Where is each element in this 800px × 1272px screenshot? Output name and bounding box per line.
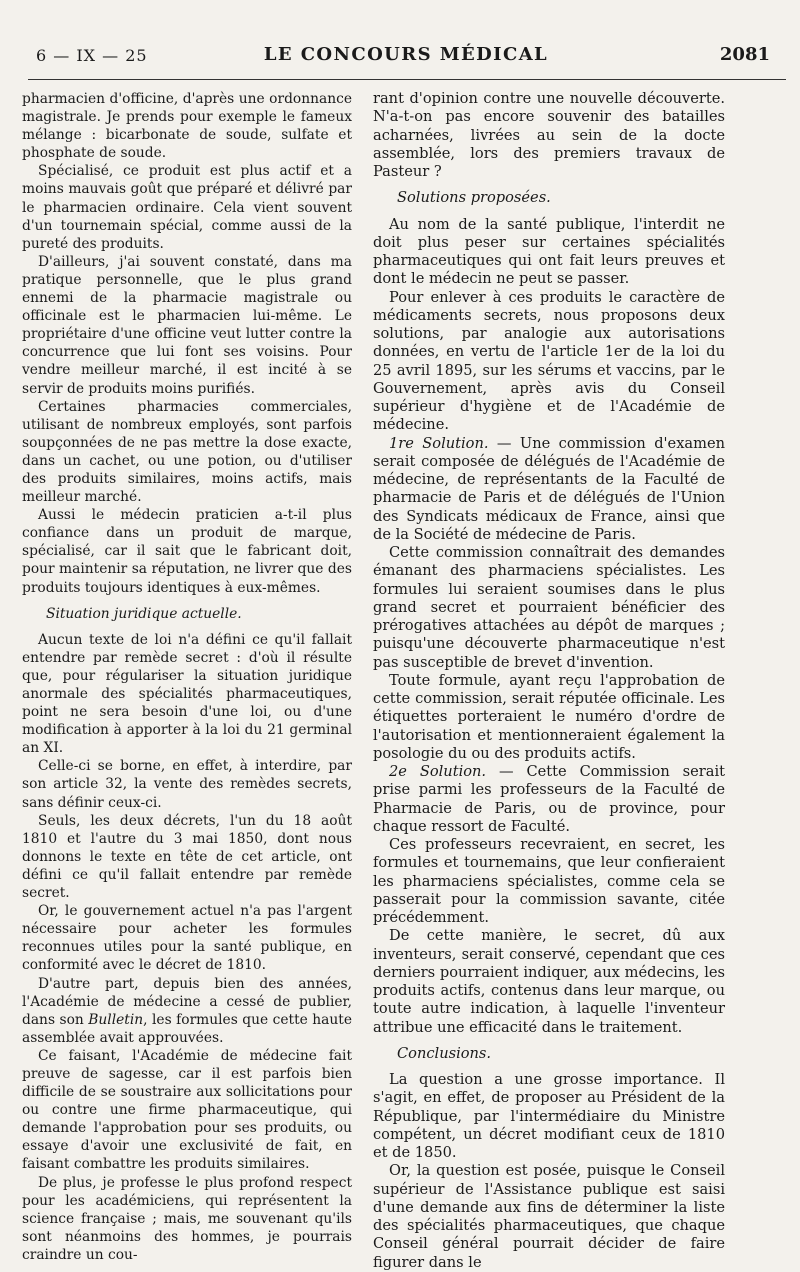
issue-date: 6 — IX — 25 (36, 46, 148, 65)
section-heading: Situation juridique actuelle. (46, 605, 242, 622)
paragraph: pharmacien d'officine, d'après une ordonnance magistrale. Je prends pour exemple le fameux mélange : bicarbonate de soude, sulfate et phosphate de soude. (22, 91, 352, 162)
section-heading: Solutions proposées. (397, 189, 551, 207)
text-run: , les formules que cette haute assemblée avait approuvées. (22, 1011, 352, 1046)
journal-title: LE CONCOURS MÉDICAL (263, 44, 549, 65)
paragraph (373, 763, 725, 836)
paragraph: Or, le gouvernement actuel n'a pas l'argent nécessaire pour acheter les formules reconnues utiles pour la santé publique, en conformité avec le décret de 1810. (22, 903, 352, 974)
text-run: — Une commission d'examen serait composée de délégués de l'Académie de médecine, de représentants de la Faculté de pharmacie de Paris et de délégués de l'Union des Syndicats médicaux de France, ainsi que de la Société de médecine de Paris. (373, 434, 725, 543)
text-run: — Cette Commission serait prise parmi les professeurs de la Faculté de Pharmacie de Paris, ou de province, pour chaque ressort de Faculté. (373, 763, 725, 835)
page-number: 2081 (719, 44, 770, 65)
paragraph: Seuls, les deux décrets, l'un du 18 août 1810 et l'autre du 3 mai 1850, dont nous donnons le texte en tête de cet article, ont défini ce qu'il fallait entendre par remède secret. (22, 812, 352, 902)
paragraph: Spécialisé, ce produit est plus actif et a moins mauvais goût que préparé et délivré par le pharmacien ordinaire. Cela vient souvent d'un tournemain spécial, comme aussi de la pureté des produits. (22, 163, 352, 252)
paragraph: Toute formule, ayant reçu l'approbation de cette commission, serait réputée officinale. Les étiquettes porteraient le numéro d'ordre de l'autorisation et mentionneraient également la posologie du ou des produits actifs. (373, 671, 725, 762)
paragraph (373, 435, 725, 545)
paragraph (22, 975, 352, 1047)
left-column (22, 90, 352, 1264)
text-run: D'autre part, depuis bien des années, l'Académie de médecine a cessé de publier, dans son (22, 975, 352, 1028)
header-rule (28, 79, 786, 80)
section-heading: Conclusions. (397, 1044, 492, 1062)
paragraph: rant d'opinion contre une nouvelle découverte. N'a-t-on pas encore souvenir des batailles acharnées, livrées au sein de la docte assemblée, lors des premiers travaux de Pasteur ? (373, 90, 725, 180)
paragraph: De cette manière, le secret, dû aux inventeurs, serait conservé, cependant que ces derniers pourraient indiquer, aux médecins, les produits actifs, contenus dans leur marque, ou toute autre indication, à laquelle l'inventeur attribue une efficacité dans le traitement. (373, 927, 725, 1036)
paragraph: Cette commission connaîtrait des demandes émanant des pharmaciens spécialistes. Les formules lui seraient soumises dans le plus grand secret et pourraient bénéficier des prérogatives attachées au dépôt de marques ; puisqu'une découverte pharmaceutique n'est pas susceptible de brevet d'invention. (373, 544, 725, 671)
paragraph: Aucun texte de loi n'a défini ce qu'il fallait entendre par remède secret : d'où il résulte que, pour régulariser la situation juridique anormale des spécialités pharmaceutiques, point ne sera besoin d'une loi, ou d'une modification à apporter à la loi du 21 germinal an XI. (22, 631, 352, 757)
paragraph: La question a une grosse importance. Il s'agit, en effet, de proposer au Président de la République, par l'intermédiaire du Ministre compétent, un décret modifiant ceux de 1810 et de 1850. (373, 1071, 725, 1161)
paragraph: Ce faisant, l'Académie de médecine fait preuve de sagesse, car il est parfois bien difficile de se soustraire aux sollicitations pour ou contre une firme pharmaceutique, qui demande l'approbation pour ses produits, ou essaye d'avoir une exclusivité de fait, en faisant combattre les produits similaires. (22, 1047, 352, 1173)
bulletin-title: Bulletin (88, 1011, 144, 1028)
paragraph: Au nom de la santé publique, l'interdit ne doit plus peser sur certaines spécialités pharmaceutiques qui ont fait leurs preuves et dont le médecin ne peut se passer. (373, 215, 725, 288)
paragraph: Or, la question est posée, puisque le Conseil supérieur de l'Assistance publique est saisi d'une demande aux fins de déterminer la liste des spécialités pharmaceutiques, que chaque Conseil général pourrait décider de faire figurer dans le (373, 1162, 725, 1271)
paragraph: Celle-ci se borne, en effet, à interdire, par son article 32, la vente des remèdes secrets, sans définir ceux-ci. (22, 758, 352, 811)
running-header (30, 40, 782, 70)
paragraph: Certaines pharmacies commerciales, utilisant de nombreux employés, sont parfois soupçonnées de ne pas mettre la dose exacte, dans un cachet, ou une potion, ou d'utiliser des produits similaires, moins actifs, mais meilleur marché. (22, 398, 352, 506)
paragraph: Ces professeurs recevraient, en secret, les formules et tournemains, que leur confieraient les pharmaciens spécialistes, comme cela se passerait pour la commission savante, citée précédemment. (373, 836, 725, 926)
paragraph: D'ailleurs, j'ai souvent constaté, dans ma pratique personnelle, que le plus grand ennemi de la pharmacie magistrale ou officinale est le pharmacien lui-même. Le propriétaire d'une officine veut lutter contre la concurrence que lui font ses voisins. Pour vendre meilleur marché, il est incité à se servir de produits moins purifiés. (22, 253, 352, 397)
solution-label: 2e Solution. (389, 763, 487, 780)
solution-label: 1re Solution. (389, 434, 489, 452)
right-column (373, 90, 725, 1272)
paragraph: Aussi le médecin praticien a-t-il plus confiance dans un produit de marque, spécialisé, car il sait que le fabricant doit, pour maintenir sa réputation, ne livrer que des produits toujours identiques à eux-mêmes. (22, 507, 352, 596)
paragraph: Pour enlever à ces produits le caractère de médicaments secrets, nous proposons deux solutions, par analogie aux autorisations données, en vertu de l'article 1er de la loi du 25 avril 1895, sur les sérums et vaccins, par le Gouvernement, après avis du Conseil supérieur d'hygiène et de l'Académie de médecine. (373, 288, 725, 434)
paragraph: De plus, je professe le plus profond respect pour les académiciens, qui représentent la science française ; mais, me souvenant qu'ils sont néanmoins des hommes, je pourrais craindre un cou- (22, 1174, 352, 1263)
